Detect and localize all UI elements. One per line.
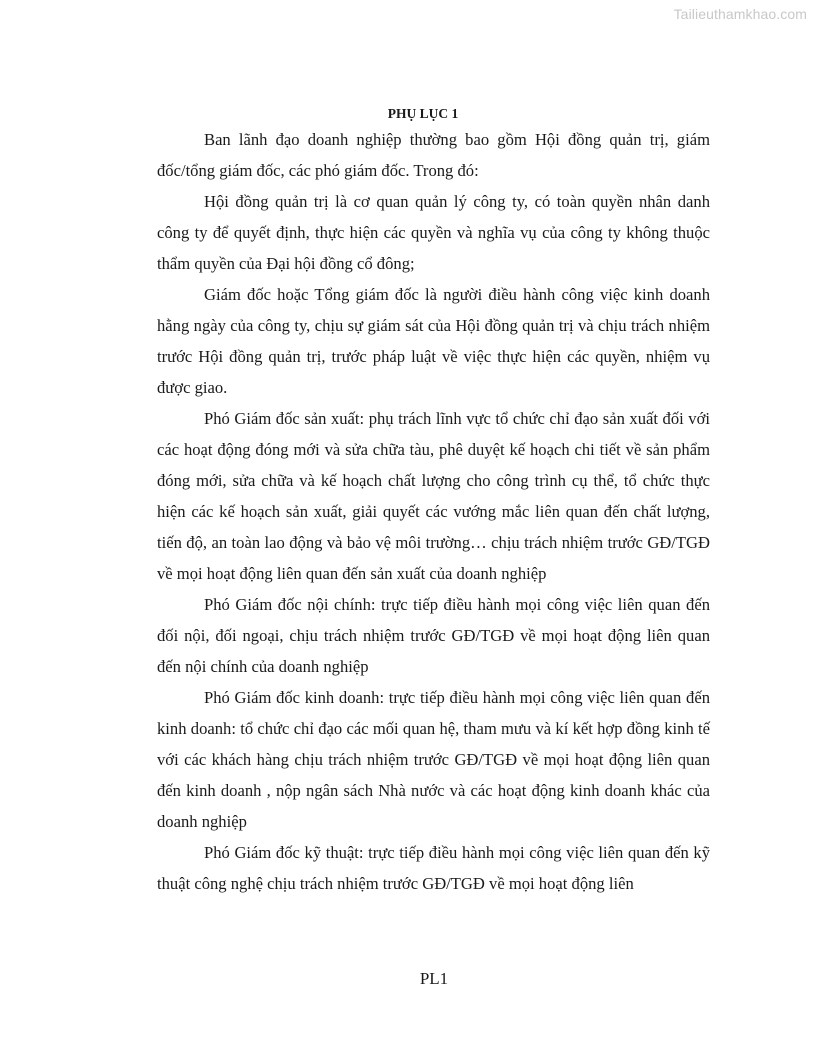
page-number: PL1 — [419, 969, 449, 988]
paragraph-deputy-technical: Phó Giám đốc kỹ thuật: trực tiếp điều hành mọi công việc liên quan đến kỹ thuật công nghệ chịu trách nhiệm trước GĐ/TGĐ về mọi hoạt động liên — [157, 843, 710, 893]
paragraph-leadership-intro: Ban lãnh đạo doanh nghiệp thường bao gồm Hội đồng quản trị, giám đốc/tổng giám đốc, các phó giám đốc. Trong đó: — [157, 130, 710, 180]
paragraph-deputy-internal-affairs: Phó Giám đốc nội chính: trực tiếp điều hành mọi công việc liên quan đến đối nội, đối ngoại, chịu trách nhiệm trước GĐ/TGĐ về mọi hoạt động liên quan đến nội chính của doanh nghiệp — [157, 595, 710, 676]
watermark: Tailieuthamkhao.com — [673, 6, 807, 22]
paragraph-deputy-business: Phó Giám đốc kinh doanh: trực tiếp điều hành mọi công việc liên quan đến kinh doanh: tổ chức chỉ đạo các mối quan hệ, tham mưu và kí kết hợp đồng kinh tế với các khách hàng chịu trách nhiệm trước GĐ/TGĐ về mọi hoạt động liên quan đến kinh doanh , nộp ngân sách Nhà nước và các hoạt động kinh doanh khác của doanh nghiệp — [157, 688, 710, 831]
page-title: PHỤ LỤC 1 — [387, 106, 459, 121]
paragraph-general-director: Giám đốc hoặc Tổng giám đốc là người điều hành công việc kinh doanh hằng ngày của công ty, chịu sự giám sát của Hội đồng quản trị và chịu trách nhiệm trước Hội đồng quản trị, trước pháp luật về việc thực hiện các quyền, nhiệm vụ được giao. — [157, 285, 710, 397]
paragraph-board-of-directors: Hội đồng quản trị là cơ quan quản lý công ty, có toàn quyền nhân danh công ty để quyết định, thực hiện các quyền và nghĩa vụ của công ty không thuộc thẩm quyền của Đại hội đồng cổ đông; — [157, 192, 710, 273]
document-body — [157, 124, 710, 899]
paragraph-deputy-production: Phó Giám đốc sản xuất: phụ trách lĩnh vực tổ chức chỉ đạo sản xuất đối với các hoạt động đóng mới và sửa chữa tàu, phê duyệt kế hoạch chi tiết về sản phẩm đóng mới, sửa chữa và kế hoạch chất lượng cho công trình cụ thể, tổ chức thực hiện các kế hoạch sản xuất, giải quyết các vướng mắc liên quan đến chất lượng, tiến độ, an toàn lao động và bảo vệ môi trường… chịu trách nhiệm trước GĐ/TGĐ về mọi hoạt động liên quan đến sản xuất của doanh nghiệp — [157, 409, 710, 583]
